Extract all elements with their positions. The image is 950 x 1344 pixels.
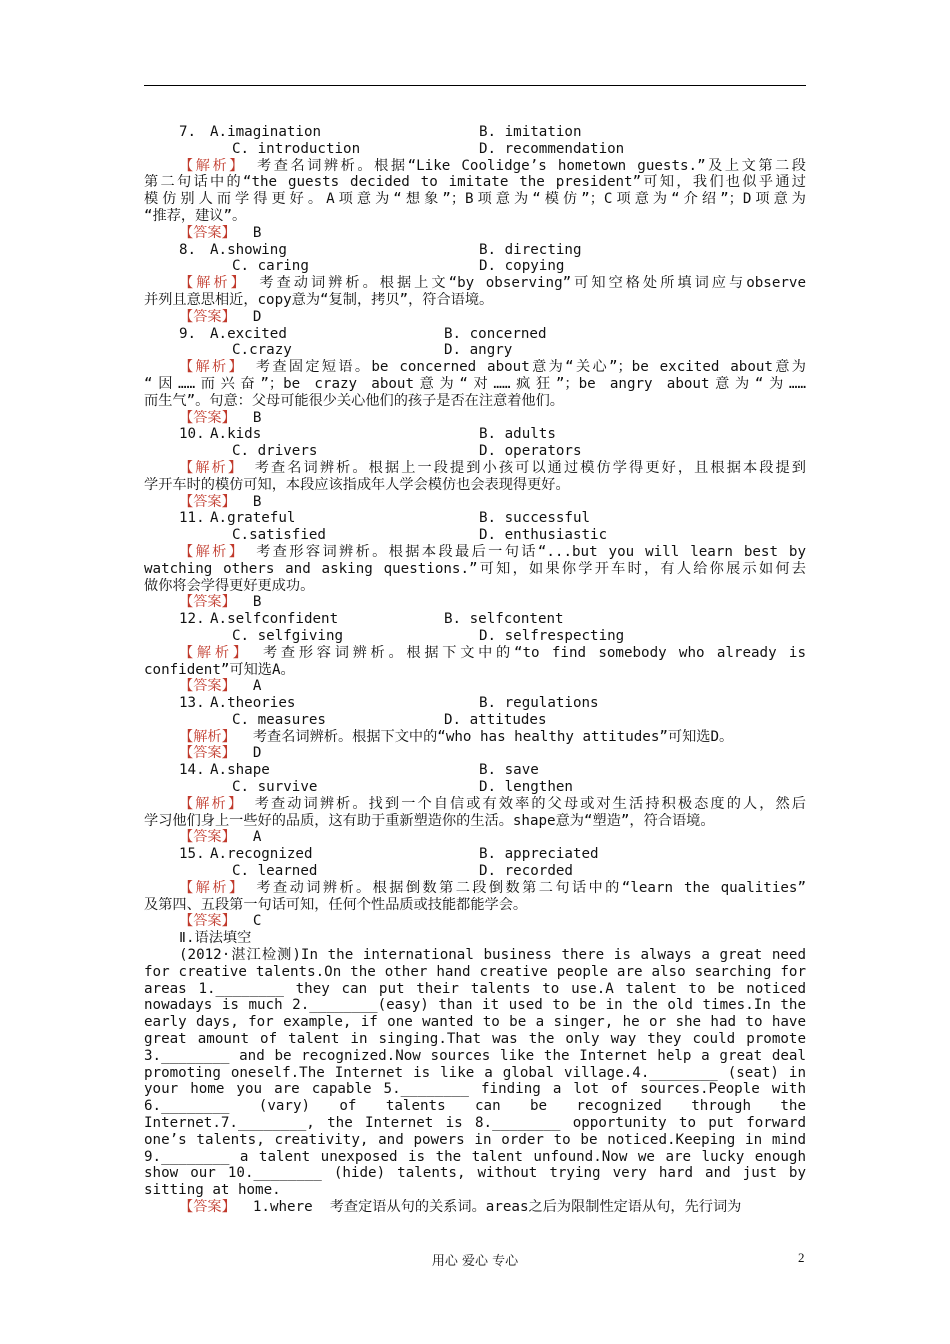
passage-line: for creative talents.On the other hand creative people are also searching for xyxy=(144,963,806,980)
question-number: 11. xyxy=(179,510,205,527)
option-c: C. selfgiving xyxy=(232,627,344,644)
question-number: 8. xyxy=(179,241,197,258)
answer-tag: 【答案】 xyxy=(179,913,236,930)
question-options-row xyxy=(144,443,806,460)
passage-line: sitting at home. xyxy=(144,1182,281,1199)
question-number: 10. xyxy=(179,426,205,443)
passage-line: Internet.7.________, the Internet is 8.________ opportunity to put forward xyxy=(144,1115,806,1132)
passage-line: promoting oneself.The Internet is like a global village.4.________ (seat) in xyxy=(144,1064,806,1081)
answer-value: B xyxy=(252,493,262,510)
option-b: B. adults xyxy=(479,426,556,443)
analysis-text: 考查形容词辨析。根据本段最后一句话“...but you will learn best by xyxy=(245,543,806,560)
answer-value: A xyxy=(252,678,262,695)
section-title: Ⅱ.语法填空 xyxy=(179,930,252,947)
option-a: A.recognized xyxy=(210,846,313,863)
option-b: B. imitation xyxy=(479,124,582,140)
option-a: A.excited xyxy=(210,325,287,342)
answer-value: B xyxy=(252,409,262,426)
answer-line xyxy=(144,410,806,427)
analysis-text: 考查动词辨析。根据倒数第二段倒数第二句话中的“learn the qualities” xyxy=(245,879,806,896)
option-d: D. angry xyxy=(444,342,513,359)
analysis-tag: 【解析】 xyxy=(179,879,246,896)
option-b: B. concerned xyxy=(444,325,547,342)
analysis-tag: 【解析】 xyxy=(179,459,245,476)
answer-value: C xyxy=(252,913,262,930)
option-a: A.kids xyxy=(210,426,262,443)
analysis-line xyxy=(144,645,806,662)
answer-tag: 【答案】 xyxy=(179,829,236,846)
analysis-line xyxy=(144,275,806,292)
option-a: A.selfconfident xyxy=(210,611,339,628)
analysis-text: 考查动词辨析。根据上文“by observing”可知空格处所填词应与observe xyxy=(247,275,806,292)
option-a: A.imagination xyxy=(210,124,322,140)
analysis-line: 做你将会学得更好更成功。 xyxy=(144,577,315,594)
analysis-line: confident”可知选A。 xyxy=(144,661,295,678)
header-rule xyxy=(144,85,806,86)
analysis-tag: 【解析】 xyxy=(179,157,246,174)
analysis-text: 考查名词辨析。根据“Like Coolidge’s hometown guests.”及上文第二段 xyxy=(245,157,806,174)
passage-line: one’s talents, creativity, and powers in order to be noticed.Keeping in mind xyxy=(144,1131,806,1148)
question-number: 12. xyxy=(179,611,205,628)
analysis-line: 并列且意思相近，copy意为“复制，拷贝”，符合语境。 xyxy=(144,291,494,308)
analysis-tag: 【解析】 xyxy=(179,795,245,812)
analysis-line xyxy=(144,880,806,897)
analysis-text: 考查名词辨析。根据上一段提到小孩可以通过模仿学得更好，且根据本段提到 xyxy=(244,459,806,476)
option-c: C.satisfied xyxy=(232,527,326,544)
page-number: 2 xyxy=(798,1250,805,1265)
analysis-tag: 【解析】 xyxy=(179,728,236,745)
option-b: B. directing xyxy=(479,241,582,258)
question-options-row xyxy=(144,695,806,712)
analysis-line: watching others and asking questions.”可知，如果你学开车时，有人给你展示如何去 xyxy=(144,560,806,577)
option-b: B. successful xyxy=(479,510,591,527)
question-number: 7. xyxy=(179,124,197,140)
passage-line: (2012·湛江检测)In the international business there is always a great need xyxy=(179,947,806,964)
analysis-line: 学开车时的模仿可知，本段应该指成年人学会模仿也会表现得更好。 xyxy=(144,476,570,493)
answer-tag: 【答案】 xyxy=(179,409,236,426)
analysis-line xyxy=(144,729,806,746)
option-b: B. selfcontent xyxy=(444,611,564,628)
question-options-row xyxy=(144,846,806,863)
passage-line: early days, for example, if one wanted to be a singer, he or she had to have xyxy=(144,1014,806,1031)
analysis-line: 及第四、五段第一句话可知，任何个性品质或技能都能学会。 xyxy=(144,896,528,913)
option-d: D. selfrespecting xyxy=(479,627,625,644)
option-d: D. enthusiastic xyxy=(479,527,608,544)
option-b: B. save xyxy=(479,762,539,779)
answer-tag: 【答案】 xyxy=(179,1199,236,1215)
option-d: D. copying xyxy=(479,258,565,275)
option-d: D. recorded xyxy=(479,863,573,880)
option-c: C. measures xyxy=(232,711,326,728)
option-d: D. lengthen xyxy=(479,779,573,796)
analysis-tag: 【解析】 xyxy=(179,275,248,292)
option-c: C. introduction xyxy=(232,140,361,157)
analysis-line: 学习他们身上一些好的品质，这有助于重新塑造你的生活。shape意为“塑造”，符合语境。 xyxy=(144,812,715,829)
passage-line: areas 1.________ they can put their talents to use.A talent to be noticed xyxy=(144,980,806,997)
option-c: C. survive xyxy=(232,779,318,796)
analysis-line xyxy=(144,460,806,477)
analysis-line: “推荐，建议”。 xyxy=(144,207,247,224)
answer-tag: 【答案】 xyxy=(179,224,236,241)
page-footer: 用心 爱心 专心 xyxy=(431,1254,519,1269)
option-d: D. operators xyxy=(479,443,582,460)
passage-line: 9.________ a talent unexposed is the talent unfound.Now we are lucky enough xyxy=(144,1148,806,1165)
answer-line xyxy=(144,225,806,242)
analysis-tag: 【解析】 xyxy=(179,543,246,560)
answer-line xyxy=(144,494,806,511)
question-options-row xyxy=(144,510,806,527)
final-answer-line xyxy=(144,1199,806,1216)
question-number: 15. xyxy=(179,846,205,863)
answer-tag: 【答案】 xyxy=(179,678,236,695)
question-options-row xyxy=(144,141,806,158)
analysis-line xyxy=(144,796,806,813)
question-options-row xyxy=(144,611,806,628)
answer-line xyxy=(144,594,806,611)
answer-explanation: 1.where 考查定语从句的关系词。areas之后为限制性定语从句，先行词为 xyxy=(252,1199,742,1215)
answer-line xyxy=(144,829,806,846)
answer-tag: 【答案】 xyxy=(179,308,236,325)
option-a: A.grateful xyxy=(210,510,296,527)
answer-line xyxy=(144,309,806,326)
answer-value: A xyxy=(252,829,262,846)
analysis-line: 而生气”。句意：父母可能很少关心他们的孩子是否在注意着他们。 xyxy=(144,392,564,409)
question-options-row xyxy=(144,342,806,359)
answer-tag: 【答案】 xyxy=(179,493,236,510)
option-b: B. regulations xyxy=(479,695,599,712)
answer-value: B xyxy=(252,594,262,611)
answer-value: B xyxy=(252,224,262,241)
option-a: A.showing xyxy=(210,241,287,258)
answer-tag: 【答案】 xyxy=(179,594,236,611)
analysis-line: 第二句话中的“the guests decided to imitate the president”可知，我们也似乎通过 xyxy=(144,174,806,191)
analysis-text: 考查形容词辨析。根据下文中的“to find somebody who already is xyxy=(250,644,806,661)
analysis-tag: 【解析】 xyxy=(179,359,246,376)
option-a: A.theories xyxy=(210,695,296,712)
question-options-row xyxy=(144,527,806,544)
document-body xyxy=(144,124,806,1216)
question-number: 13. xyxy=(179,695,205,712)
option-a: A.shape xyxy=(210,762,270,779)
answer-value: D xyxy=(252,745,262,762)
option-c: C.crazy xyxy=(232,342,292,359)
option-d: D. attitudes xyxy=(444,711,547,728)
option-c: C. learned xyxy=(232,863,318,880)
question-options-row xyxy=(144,628,806,645)
option-c: C. drivers xyxy=(232,443,318,460)
analysis-text: 考查名词辨析。根据下文中的“who has healthy attitudes”可知选D。 xyxy=(235,728,734,745)
passage-line: your home you are capable 5.________ finding a lot of sources.People with xyxy=(144,1081,806,1098)
passage-line: great amount of talent in singing.That was the only way they could promote xyxy=(144,1031,806,1048)
answer-value: D xyxy=(252,308,262,325)
passage-line: 6.________ (vary) of talents can be recognized through the xyxy=(144,1098,806,1115)
answer-line xyxy=(144,913,806,930)
answer-line xyxy=(144,745,806,762)
analysis-text: 考查固定短语。be concerned about意为“关心”；be excited about意为 xyxy=(245,359,806,376)
analysis-tag: 【解析】 xyxy=(179,644,251,661)
question-options-row xyxy=(144,426,806,443)
answer-line xyxy=(144,678,806,695)
analysis-line xyxy=(144,359,806,376)
question-number: 14. xyxy=(179,762,205,779)
passage-line: show our 10.________ (hide) talents, without trying very hard and just by xyxy=(144,1165,806,1182)
option-d: D. recommendation xyxy=(479,140,625,157)
question-options-row xyxy=(144,863,806,880)
passage-line: 3.________ and be recognized.Now sources like the Internet help a great deal xyxy=(144,1047,806,1064)
option-c: C. caring xyxy=(232,258,309,275)
question-options-row xyxy=(144,242,806,259)
analysis-line: 模仿别人而学得更好。A项意为“想象”；B项意为“模仿”；C项意为“介绍”；D项意为 xyxy=(144,191,806,208)
question-number: 9. xyxy=(179,325,197,342)
option-b: B. appreciated xyxy=(479,846,599,863)
analysis-line: “因……而兴奋”；be crazy about意为“对……疯狂”；be angry about意为“为…… xyxy=(144,375,806,392)
analysis-line xyxy=(144,544,806,561)
analysis-line xyxy=(144,158,806,175)
question-options-row xyxy=(144,712,806,729)
answer-tag: 【答案】 xyxy=(179,745,236,762)
question-options-row xyxy=(144,258,806,275)
question-options-row xyxy=(144,762,806,779)
question-options-row xyxy=(144,779,806,796)
passage-line: nowadays is much 2.________(easy) than it used to be in the old times.In the xyxy=(144,997,806,1014)
question-options-row xyxy=(144,326,806,343)
question-options-row xyxy=(144,124,806,141)
analysis-text: 考查动词辨析。找到一个自信或有效率的父母或对生活持积极态度的人，然后 xyxy=(244,795,806,812)
